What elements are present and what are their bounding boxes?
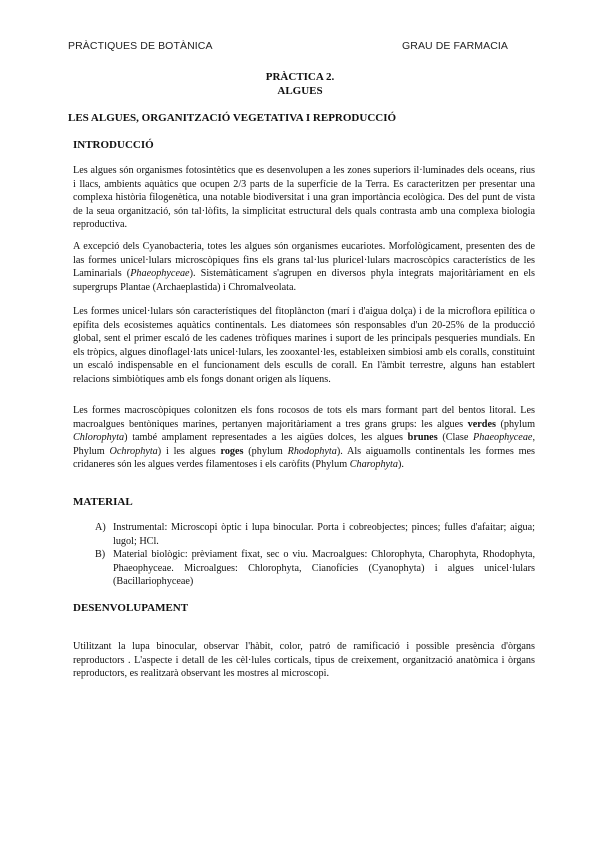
list-item — [95, 521, 535, 548]
desenvolupament-paragraph: Utilitzant la lupa binocular, observar l'hàbit, color, patró de ramificació i possible presència d'òrgans reproductors . L'aspecte i detall de les cèl·lules corticals, tipus de creixement, organització anatòmica i òrgans reproductors, es realitzarà observant les mostres al microscopi. — [73, 641, 535, 680]
intro-paragraph-2: A excepció dels Cyanobacteria, totes les algues són organismes eucariotes. Morfològicament, presenten des de las formes unicel·lulars microscòpiques fins els grans tal·lus pluricel·lulars macroscòpics característics de les Laminarials (Phaeophyceae). Sistemàticament s'agrupen en diversos phyla integrats majoritàriament en els supergrups Plantae (Archaeplastida) i Chromalveolata. — [73, 241, 535, 293]
intro-paragraph-4: Les formes macroscòpiques colonitzen els fons rocosos de tots els mars formant part del bentos litoral. Les macroalgues bentòniques marines, pertanyen majoritàriament a tres grans grups: les algues verdes (phylum Chlorophyta) també amplament representades a les aigües dolces, les algues brunes (Clase Phaeophyceae, Phylum Ochrophyta) i les algues roges (phylum Rhodophyta). Als aiguamolls continentals les formes mes cridaneres són les algues verdes filamentoses i els caròfits (Phylum Charophyta). — [73, 405, 535, 471]
material-heading: MATERIAL — [73, 496, 133, 508]
header-right: GRAU DE FARMACIA — [402, 40, 509, 52]
list-marker: A) — [95, 522, 106, 533]
list-marker: B) — [95, 549, 106, 561]
practice-title — [0, 70, 600, 98]
header-left: PRÀCTIQUES DE BOTÀNICA — [68, 40, 213, 52]
intro-paragraph-1: Les algues són organismes fotosintètics que es desenvolupen a les zones superiors il·luminades dels oceans, rius i llacs, ambients aquàtics que ocupen 2/3 parts de la superfície de la Terra. Es caracteritzen per presentar una complexa història filogenètica, una notable biodiversitat i una gran importància ecològica. Des del punt de vista de la seua organització, són tal·lòfits, la simplicitat estructural dels quals contrasta amb una complexa biologia reproductiva. — [73, 165, 535, 231]
intro-heading: INTRODUCCIÓ — [73, 139, 154, 151]
list-item — [95, 548, 535, 589]
material-list — [95, 521, 535, 589]
list-item-text: Material biològic: prèviament fixat, sec o viu. Macroalgues: Chlorophyta, Charophyta, Rhodophyta, Phaeophyceae. Microalgues: Chlorophyta, Cianofícies (Cyanophyta) i algues unicel·lulars (Bacillariophyceae) — [113, 549, 535, 588]
list-item-text: Instrumental: Microscopi òptic i lupa binocular. Porta i cobreobjectes; pinces; fulles d'afaitar; aigua; lugol; HCl. — [113, 522, 535, 547]
main-heading: LES ALGUES, ORGANITZACIÓ VEGETATIVA I REPRODUCCIÓ — [68, 112, 397, 124]
desenvolupament-heading: DESENVOLUPAMENT — [73, 602, 189, 614]
title-line-2: ALGUES — [277, 85, 323, 97]
intro-paragraph-3: Les formes unicel·lulars són característiques del fitoplàncton (marí i d'aigua dolça) i de la microflora epilítica o epífita dels ecosistemes aquàtics continentals. Les diatomees són responsables d'un 20-25% de la producció global, sent el primer escaló de les cadenes tròfiques marines i suport de les principals pesqueries mundials. En els tròpics, algues dinoflagel·lats unicel·lulars, les zooxantel·les, estableixen simbiosi amb els coralls, constituint un escaló indispensable en el funcionament dels esculls de corall. En l'àmbit terrestre, alguns han establert relacions simbiòtiques amb els fongs donant origen als líquens. — [73, 306, 535, 385]
title-line-1: PRÀCTICA 2. — [265, 71, 335, 83]
